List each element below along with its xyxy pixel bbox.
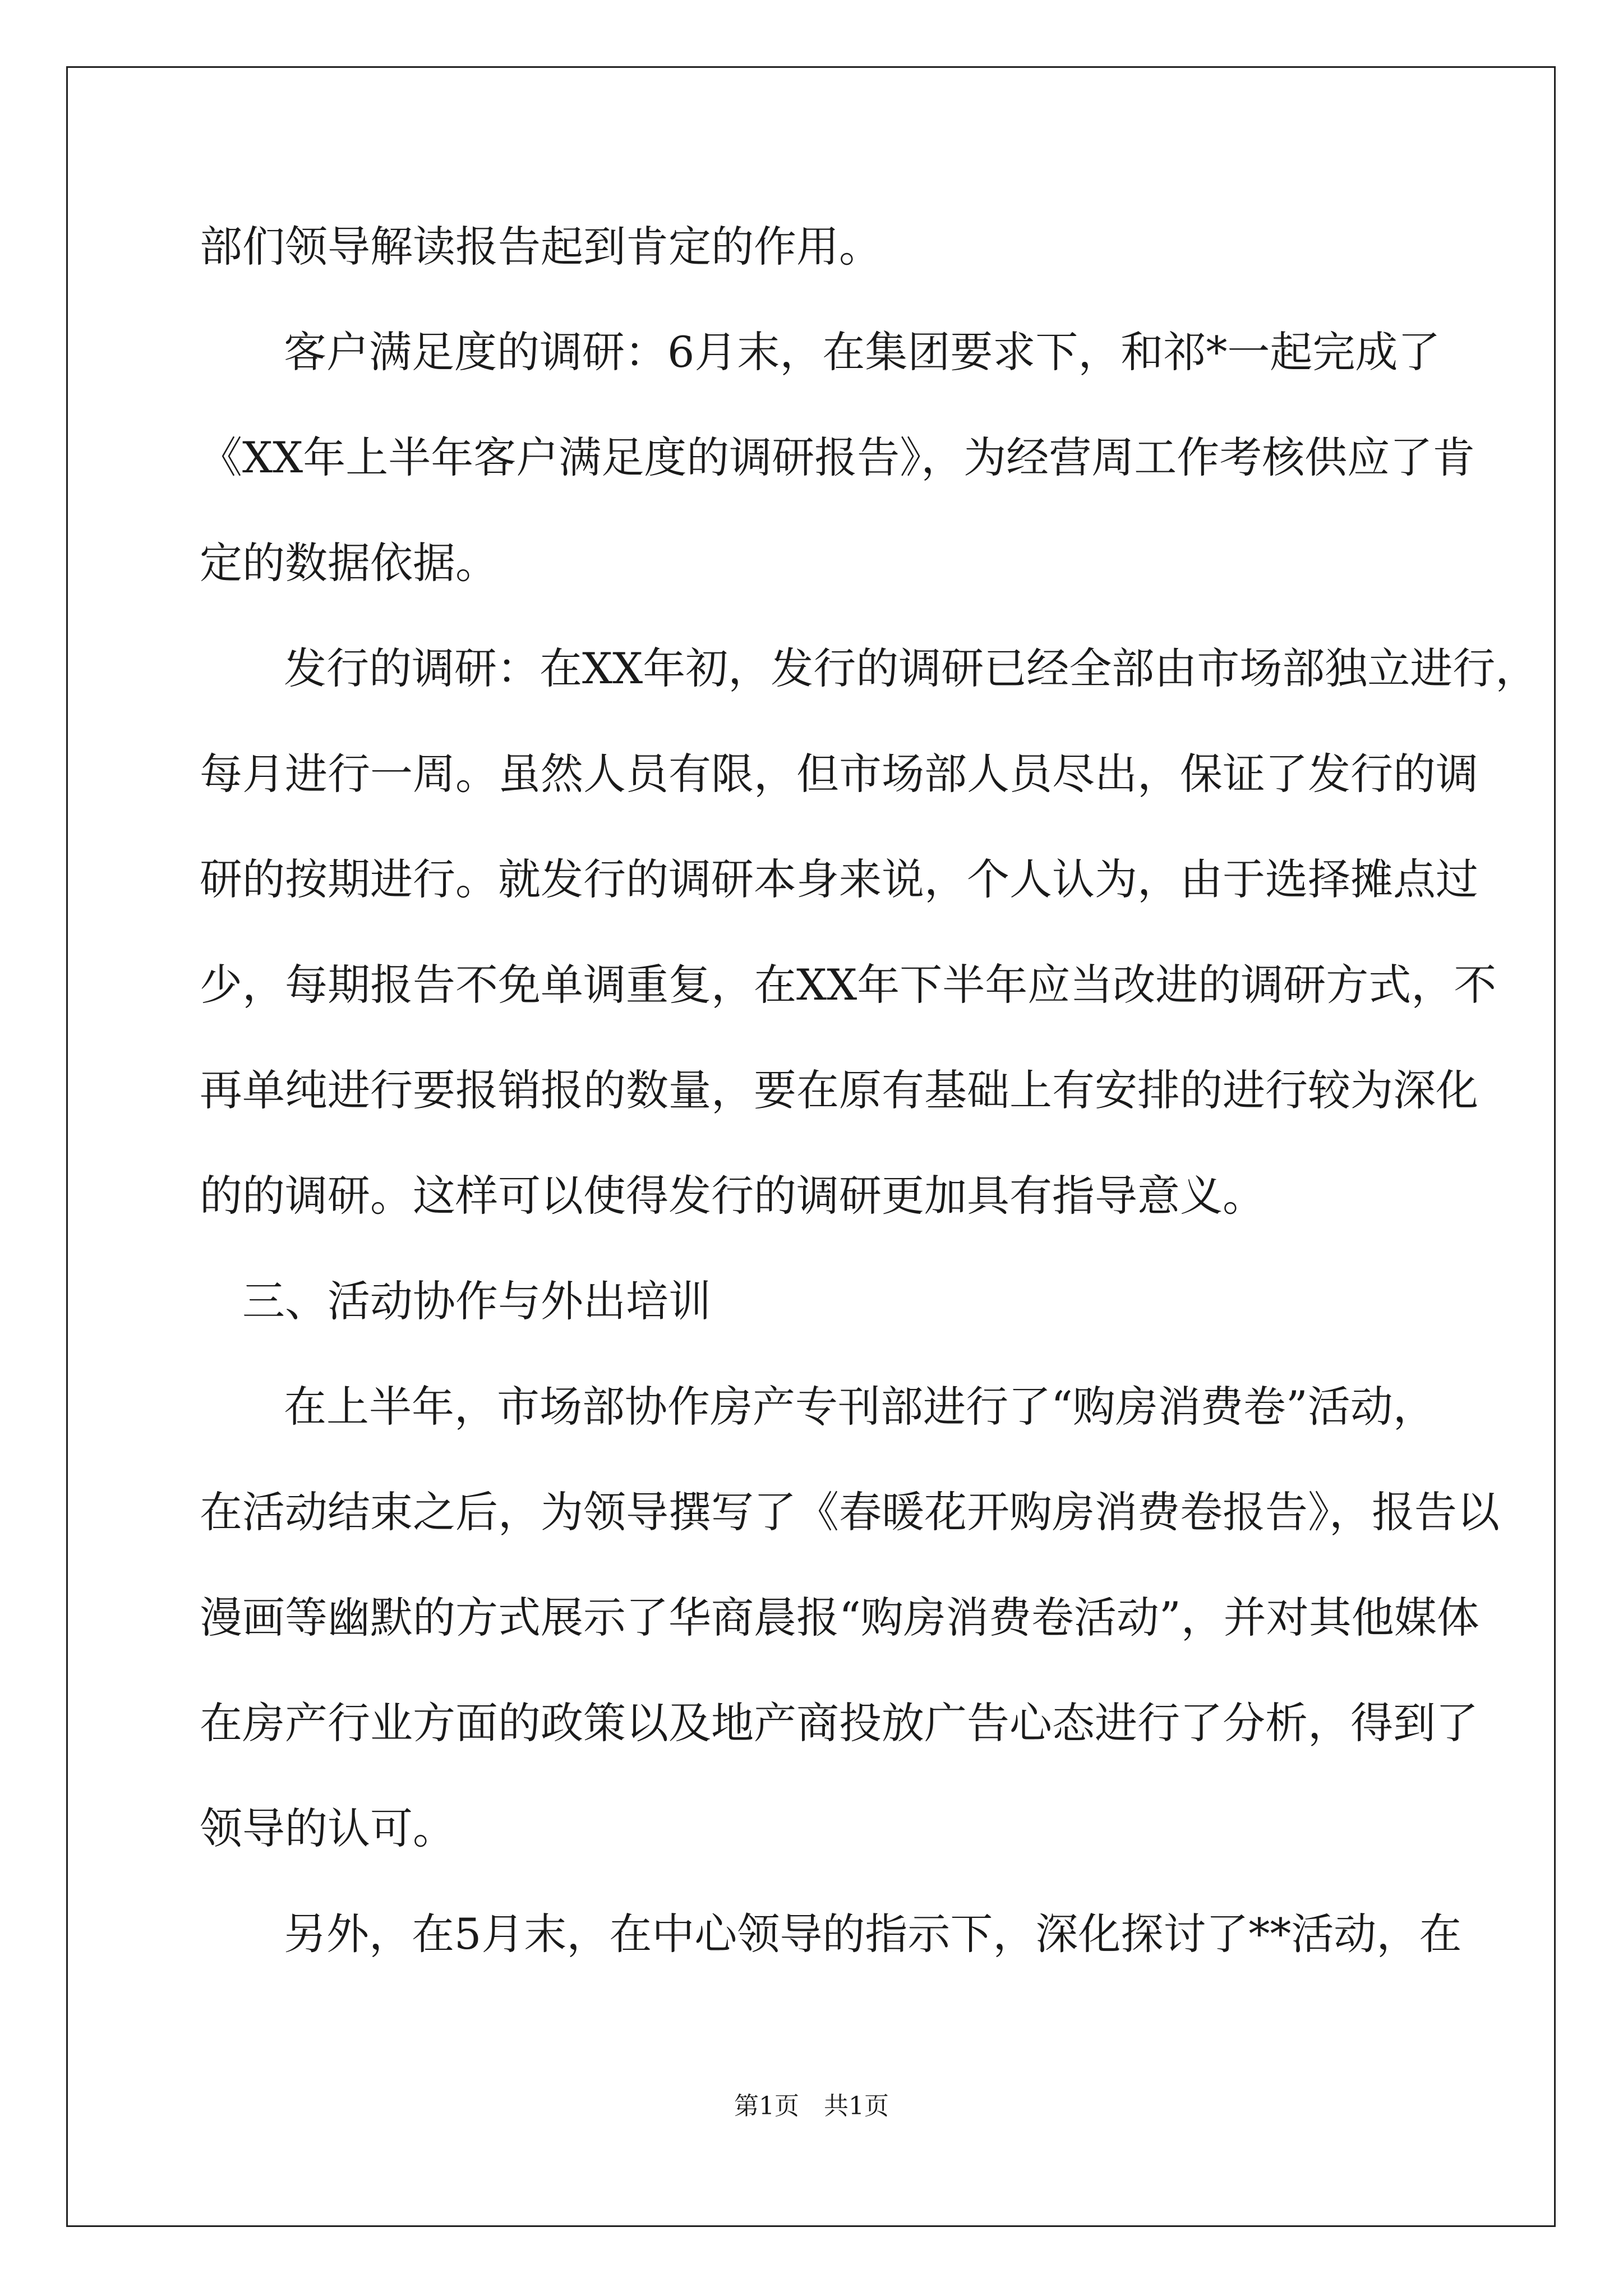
- text-line-14: 漫画等幽默的方式展示了华商晨报“购房消费卷活动”，并对其他媒体: [200, 1593, 1479, 1642]
- text-line-5: 发行的调研：在XX年初，发行的调研已经全部由市场部独立进行，: [284, 643, 1538, 693]
- text-line-17: 另外，在5月末，在中心领导的指示下，深化探讨了**活动，在: [284, 1909, 1462, 1959]
- text-line-3: 《XX年上半年客户满足度的调研报告》，为经营周工作考核供应了肯: [200, 432, 1476, 482]
- page-footer: 第1页 共1页: [734, 2092, 889, 2120]
- text-line-15: 在房产行业方面的政策以及地产商投放广告心态进行了分析，得到了: [200, 1698, 1478, 1748]
- text-line-9: 再单纯进行要报销报的数量，要在原有基础上有安排的进行较为深化: [200, 1065, 1478, 1115]
- text-line-4: 定的数据依据。: [200, 538, 498, 588]
- text-line-10: 的的调研。这样可以使得发行的调研更加具有指导意义。: [200, 1171, 1265, 1221]
- text-line-1: 部们领导解读报告起到肯定的作用。: [200, 222, 882, 272]
- text-line-8: 少，每期报告不免单调重复，在XX年下半年应当改进的调研方式，不: [200, 960, 1497, 1010]
- text-line-16: 领导的认可。: [200, 1803, 455, 1853]
- section-heading: 三、活动协作与外出培训: [242, 1276, 711, 1326]
- text-line-12: 在上半年，市场部协作房产专刊部进行了“购房消费卷”活动，: [284, 1382, 1436, 1432]
- text-line-6: 每月进行一周。虽然人员有限，但市场部人员尽出，保证了发行的调: [200, 749, 1478, 799]
- text-line-7: 研的按期进行。就发行的调研本身来说，个人认为，由于选择摊点过: [200, 854, 1478, 904]
- text-line-13: 在活动结束之后，为领导撰写了《春暖花开购房消费卷报告》，报告以: [200, 1487, 1500, 1537]
- text-line-2: 客户满足度的调研：6月末，在集团要求下，和祁*一起完成了: [284, 327, 1441, 377]
